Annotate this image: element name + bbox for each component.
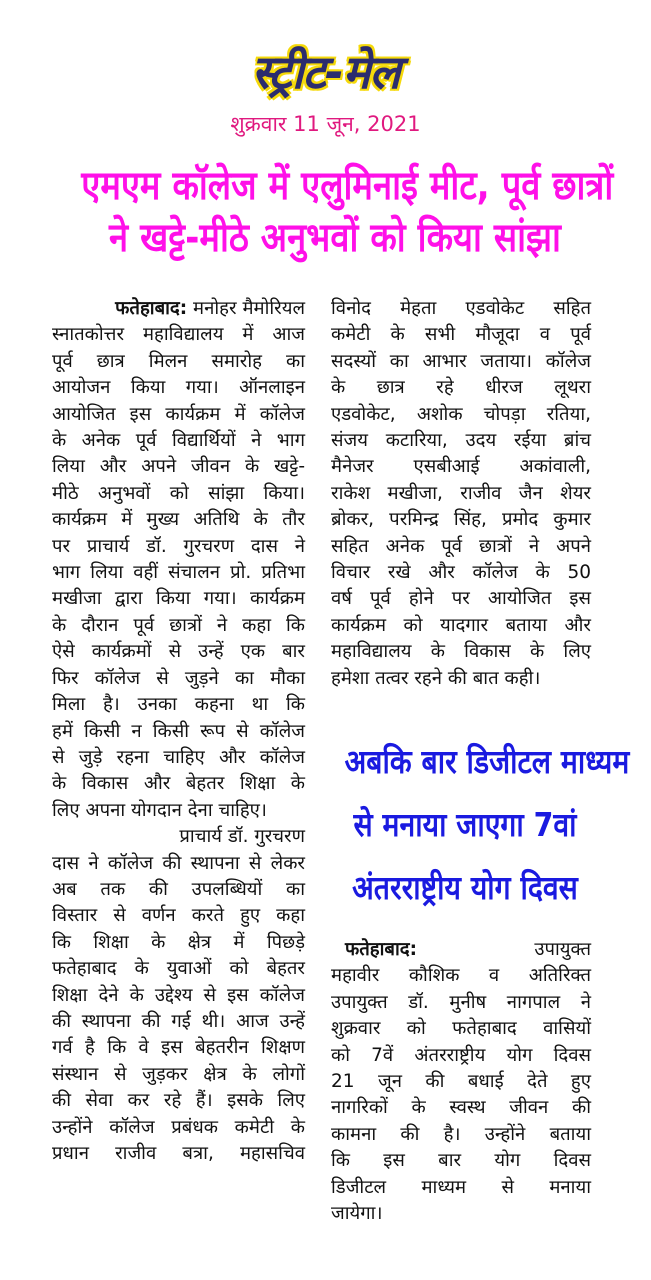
text-line: शिक्षा देने के उद्देश्य से इस कॉलेज [52,984,305,1006]
yoga-article [331,937,591,1227]
text-line: के अनेक पूर्व विद्यार्थियों ने भाग [52,430,305,452]
text-line: के छात्र रहे धीरज लूथरा [331,377,591,399]
text-line: संस्थान से जुड़कर क्षेत्र के लोगों [52,1063,305,1085]
text-line: कि शिक्षा के क्षेत्र में पिछड़े [52,931,305,953]
text-line: संजय कटारिया, उदय रईया ब्रांच [331,430,591,452]
text-line: विस्तार से वर्णन करते हुए कहा [52,905,305,927]
text-line: मीठे अनुभवों को सांझा किया। [52,482,305,504]
text-line: भाग लिया वहीं संचालन प्रो. प्रतिभा [52,562,305,584]
text-line: जायेगा। [331,1203,383,1225]
article-column-right [331,296,591,692]
text-line: ब्रोकर, परमिन्द्र सिंह, प्रमोद कुमार [331,509,591,531]
dateline: फतेहाबाद: [345,939,418,960]
text-line: नागरिकों के स्वस्थ जीवन की [331,1097,591,1119]
text-line: फतेहाबाद के युवाओं को बेहतर [52,958,305,980]
text-line: सहित अनेक पूर्व छात्रों ने अपने [331,535,591,557]
text-line: हमेशा तत्वर रहने की बात कही। [331,667,541,689]
text-line: कमेटी के सभी मौजूदा व पूर्व [331,324,591,346]
text-line: डिजीटल माध्यम से मनाया [331,1176,591,1198]
text-line: लिया और अपने जीवन के खट्टे- [52,456,305,478]
text-line: की सेवा कर रहे हैं। इसके लिए [52,1090,305,1112]
text-line: आयोजन किया गया। ऑनलाइन [52,377,305,399]
text-line: सदस्यों का आभार जताया। कॉलेज [331,350,591,372]
text-line: कार्यक्रम को यादगार बताया और [331,614,591,636]
text-line: के दौरान पूर्व छात्रों ने कहा कि [52,614,305,636]
text-line: कि इस बार योग दिवस [331,1150,591,1172]
text-line: अब तक की उपलब्धियों का [52,878,305,900]
text-line: फिर कॉलेज से जुड़ने का मौका [52,667,305,689]
text-line: दास ने कॉलेज की स्थापना से लेकर [52,852,305,874]
text-line: ऐसे कार्यक्रमों से उन्हें एक बार [52,641,305,663]
headline-line: ने खट्टे-मीठे अनुभवों को किया सांझा [109,215,561,261]
headline-line: एमएम कॉलेज में एलुमिनाई मीट, पूर्व छात्रों [81,163,614,209]
text-line: कामना की है। उन्होंने बताया [331,1123,591,1145]
text-line: कार्यक्रम में मुख्य अतिथि के तौर [52,509,305,531]
publication-date: शुक्रवार 11 जून, 2021 [230,112,421,136]
dateline: फतेहाबाद: [115,298,188,319]
text-line: उन्होंने कॉलेज प्रबंधक कमेटी के [52,1116,305,1138]
text-line: एडवोकेट, अशोक चोपड़ा रतिया, [331,403,591,425]
text-line: मनोहर मैमोरियल [193,298,305,319]
text-line: प्रधान राजीव बत्रा, महासचिव [52,1143,305,1164]
text-line: विचार रखे और कॉलेज के 50 [331,562,591,584]
text-line: की स्थापना की गई थी। आज उन्हें [52,1010,305,1032]
text-line: महाविद्यालय के विकास के लिए [331,641,591,663]
subheadline-line: अबकि बार डिजीटल माध्यम [344,742,630,781]
text-line: पूर्व छात्र मिलन समारोह का [52,350,305,372]
subheadline-line: से मनाया जाएगा 7वां [353,805,577,844]
text-line: 21 जून की बधाई देते हुए [331,1071,591,1093]
article-first-line [331,937,591,963]
text-line: वर्ष पूर्व होने पर आयोजित इस [331,588,591,610]
text-line: उपायुक्त डॉ. मुनीष नागपाल ने [331,991,591,1013]
text-line: पर प्राचार्य डॉ. गुरचरण दास ने [52,535,305,557]
text-line: गर्व है कि वे इस बेहतरीन शिक्षण [52,1037,305,1059]
article-column-left [52,296,305,1167]
text-line: प्राचार्य डॉ. गुरचरण [179,826,305,848]
text-line: से जुड़े रहना चाहिए और कॉलेज [52,746,305,768]
text-line: को 7वें अंतरराष्ट्रीय योग दिवस [331,1044,591,1066]
newspaper-masthead: स्ट्रीट-मेल [251,45,400,99]
text-line: महावीर कौशिक व अतिरिक्त [331,965,591,987]
main-headline [81,160,614,264]
text-line: हमें किसी न किसी रूप से कॉलेज [52,720,305,742]
text-line: उपायुक्त [534,939,591,960]
sub-headline [344,730,630,919]
text-line: लिए अपना योगदान देना चाहिए। [52,799,267,821]
text-line: स्नातकोत्तर महाविद्यालय में आज [52,324,305,346]
text-line: मखीजा द्वारा किया गया। कार्यक्रम [52,588,305,610]
text-line: मिला है। उनका कहना था कि [52,694,305,716]
text-line: मैनेजर एसबीआई अकांवाली, [331,456,591,478]
text-line: के विकास और बेहतर शिक्षा के [52,773,305,795]
text-line: राकेश मखीजा, राजीव जैन शेयर [331,482,591,504]
text-line: विनोद मेहता एडवोकेट सहित [331,298,591,319]
text-line: आयोजित इस कार्यक्रम में कॉलेज [52,403,305,425]
article-first-line [52,296,305,322]
subheadline-line: अंतरराष्ट्रीय योग दिवस [352,868,578,907]
text-line: शुक्रवार को फतेहाबाद वासियों [331,1018,591,1040]
